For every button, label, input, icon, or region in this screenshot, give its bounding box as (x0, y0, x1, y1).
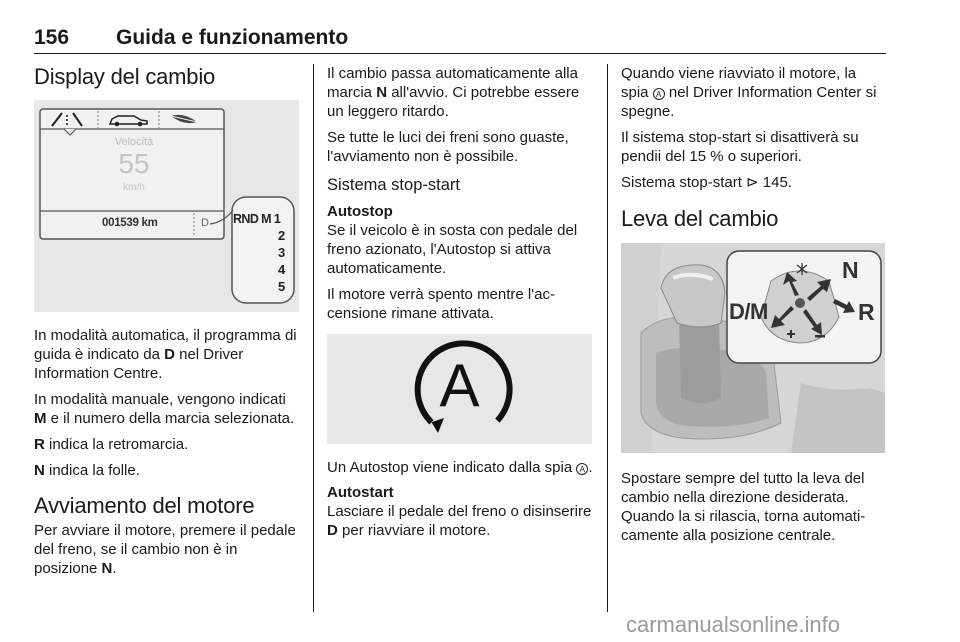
column-3 (621, 64, 887, 552)
paragraph-brake-lights: Se tutte le luci dei freni sono guaste, l'avviamento non è possibile. (327, 129, 569, 165)
paragraph-autostop-activation: Se il veicolo è in sosta con pedale del freno azionato, l'Autostop si attiva automaticamente. (327, 222, 578, 277)
watermark: carmanualsonline.info (626, 612, 841, 637)
paragraph-auto-neutral: Il cambio passa automaticamente alla marcia N all'avvio. Ci potrebbe essere un leggero ritardo. (327, 65, 580, 120)
gear-2: 2 (278, 228, 286, 243)
speed-label: Velocità (114, 136, 154, 148)
gear-indicator: D (201, 217, 209, 229)
column-1 (34, 64, 299, 585)
reference-arrow-icon: ⊳ (746, 174, 759, 191)
paragraph-neutral: N indica la folle. (34, 462, 140, 479)
section-title-engine-start: Avviamento del motore (34, 493, 255, 518)
speed-value: 55 (118, 148, 150, 179)
paragraph-engine-start: Per avviare il motore, premere il pedale del freno, se il cambio non è in posizione N. (34, 522, 296, 577)
gear-4: 4 (278, 262, 286, 277)
paragraph-autostart: Lasciare il pedale del freno o disinserire D per riavviare il motore. (327, 503, 592, 539)
section-title-gear-lever: Leva del cambio (621, 206, 779, 231)
autostop-indicator-symbol: A (653, 88, 665, 100)
page-header (34, 24, 886, 54)
autostop-symbol-letter: A (439, 352, 480, 419)
paragraph-lever-operation: Spostare sempre del tutto la leva del cambio nella direzione desiderata. Quando la si rilascia, torna automaticamente alla posizione centrale. (621, 470, 866, 544)
gear-row: RND M 1 (233, 212, 281, 226)
page-number: 156 (34, 26, 70, 49)
paragraph-automatic-mode: In modalità automatica, il programma di guida è indicato da D nel Driver Information Centre. (34, 327, 297, 382)
speed-unit: km/h (123, 182, 145, 193)
lever-label-dm: D/M (729, 299, 768, 324)
paragraph-reverse: R indica la retromarcia. (34, 436, 189, 453)
section-title-gear-display: Display del cambio (34, 64, 216, 89)
gear-display-figure (34, 100, 299, 312)
gear-5: 5 (278, 279, 286, 294)
lever-label-n: N (842, 257, 859, 283)
subsection-title-stop-start: Sistema stop-start (327, 176, 460, 194)
gear-lever-figure (621, 243, 885, 453)
autostart-heading: Autostart (327, 484, 394, 501)
paragraph-restart-indicator: Quando viene riavviato il motore, la spia A nel Driver Information Center si spegne. (621, 65, 877, 120)
paragraph-engine-off: Il motore verrà spento mentre l'accensione rimane attivata. (327, 286, 555, 322)
paragraph-stop-start-reference: Sistema stop-start ⊳ 145. (621, 174, 792, 191)
minus-icon (815, 335, 825, 338)
paragraph-manual-mode: In modalità manuale, vengono indicati M e il numero della marcia selezionata. (34, 391, 295, 427)
autostop-heading: Autostop (327, 203, 393, 220)
gear-3: 3 (278, 245, 286, 260)
column-2 (327, 64, 595, 547)
column-divider (607, 64, 608, 612)
gear-display-illustration (34, 100, 299, 312)
column-divider (313, 64, 314, 612)
autostop-symbol-figure (327, 334, 592, 444)
odometer: 001539 km (102, 217, 158, 229)
chapter-title: Guida e funzionamento (116, 26, 349, 49)
lever-label-r: R (858, 299, 875, 325)
paragraph-autostop-indicator: Un Autostop viene indicato dalla spia A . (327, 459, 593, 476)
autostop-indicator-symbol: A (576, 463, 588, 475)
paragraph-slope: Il sistema stop-start si disattiverà su pendii del 15 % o superiori. (621, 129, 859, 165)
